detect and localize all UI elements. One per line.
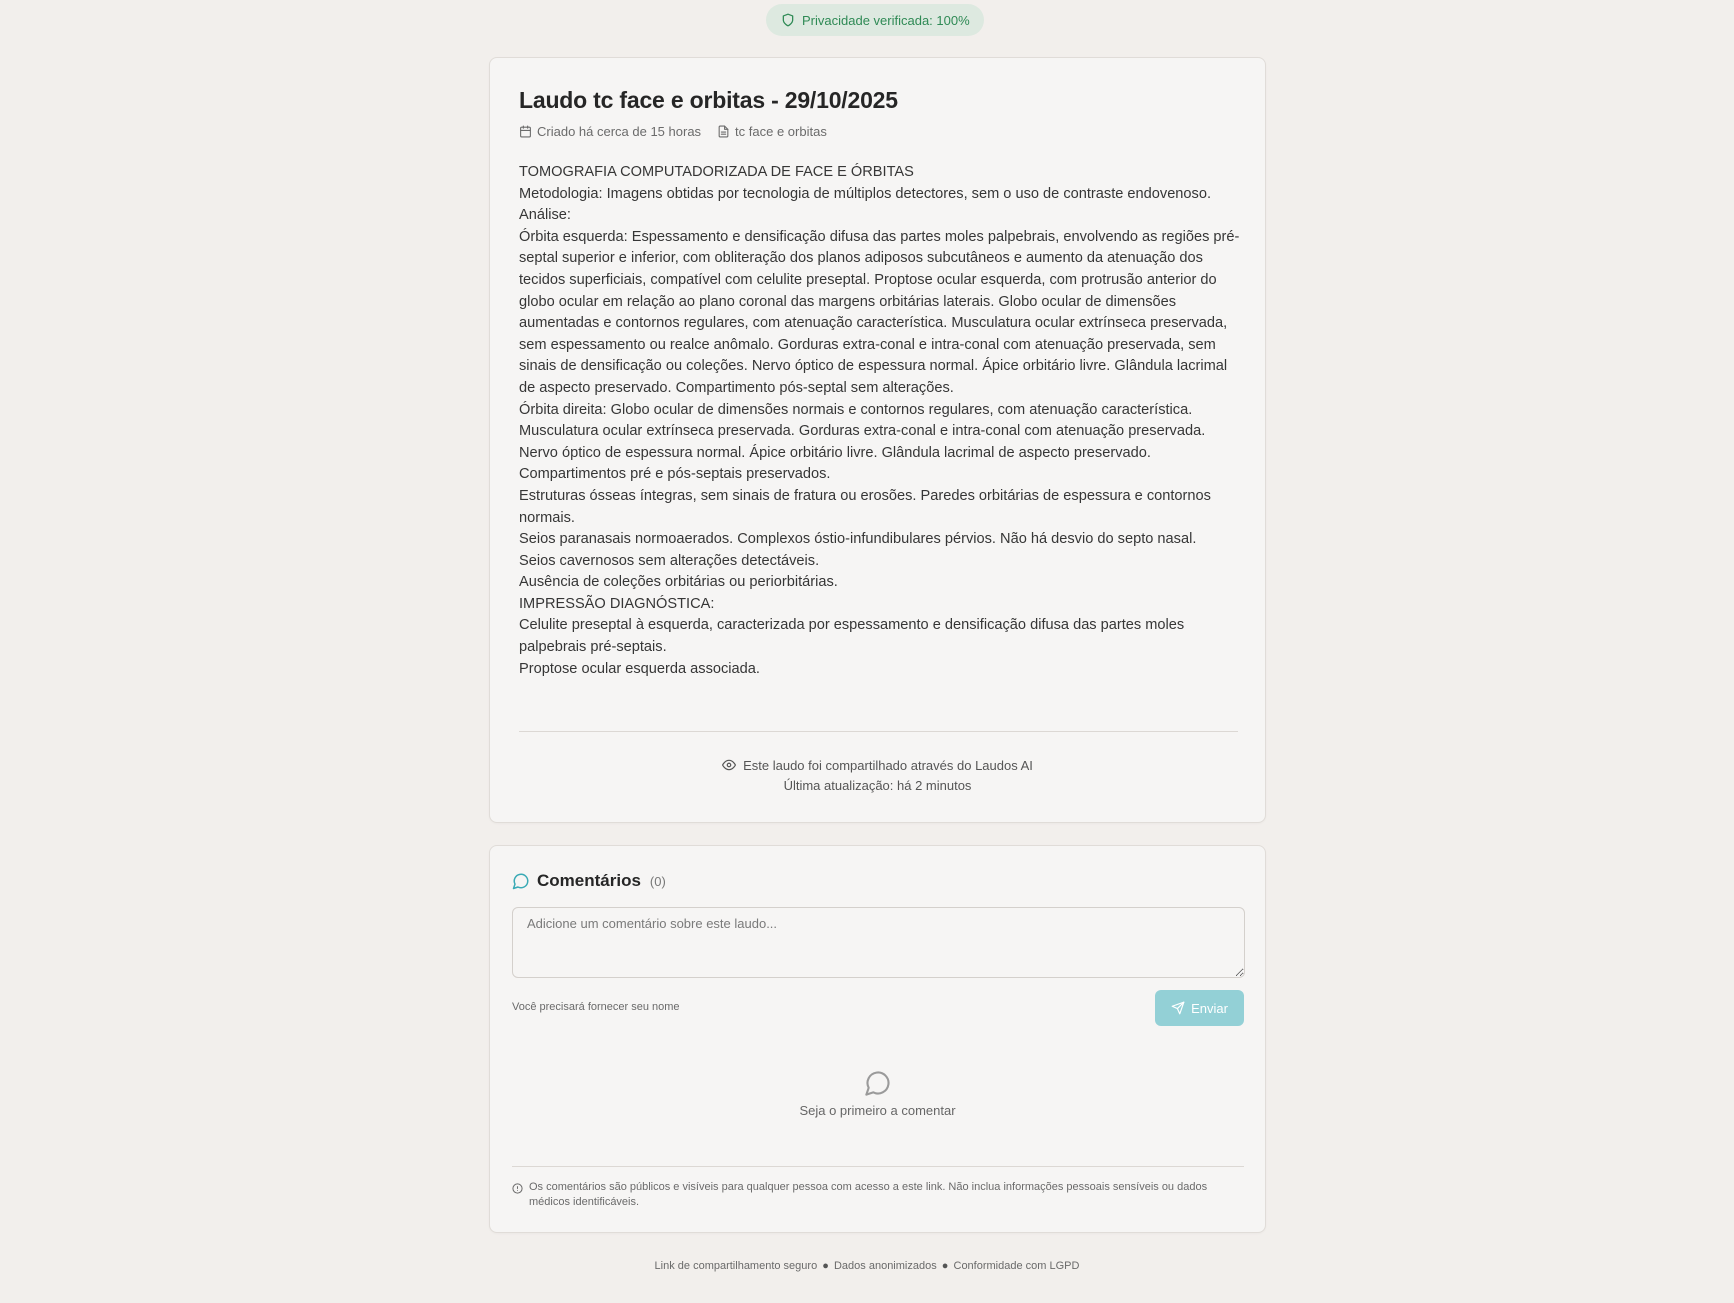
report-line: Ausência de coleções orbitárias ou periorbitárias. [519, 574, 838, 591]
comment-input[interactable] [512, 907, 1245, 978]
message-circle-icon [512, 872, 530, 890]
empty-state-label: Seja o primeiro a comentar [799, 1103, 956, 1118]
divider [512, 1166, 1244, 1167]
footer-item-lgpd: Conformidade com LGPD [953, 1260, 1080, 1272]
share-info [490, 755, 1265, 796]
report-body [519, 162, 1243, 680]
shield-icon [781, 13, 795, 27]
report-line: Seios cavernosos sem alterações detectáveis. [519, 552, 820, 569]
eye-icon [722, 758, 736, 772]
report-line: TOMOGRAFIA COMPUTADORIZADA DE FACE E ÓRBITAS [519, 164, 914, 180]
send-button[interactable] [1155, 990, 1244, 1026]
document-icon [717, 125, 730, 138]
report-line: Órbita esquerda: Espessamento e densificação difusa das partes moles palpebrais, envolvendo as regiões pré-septal superior e inferior, com obliteração dos planos adiposos subcutâneos e aumento da atenuação dos tecidos superficiais, compatível com celulite preseptal. Proptose ocular esquerda, com protrusão anterior do globo ocular em relação ao plano coronal das margens orbitárias laterais. Globo ocular de dimensões aumentadas e contornos regulares, com atenuação característica. Musculatura ocular extrínseca preservada, sem espessamento ou realce anômalo. Gorduras extra-conal e intra-conal com atenuação preservada, sem sinais de densificação ou coleções. Nervo óptico de espessura normal. Ápice orbitário livre. Glândula lacrimal de aspecto preservado. Compartimento pós-septal sem alterações. [519, 228, 1240, 396]
privacy-badge-label: Privacidade verificada: 100% [802, 12, 970, 28]
type-meta [717, 124, 827, 139]
calendar-icon [519, 125, 532, 138]
report-line: Análise: [519, 207, 571, 224]
comments-count: (0) [649, 873, 666, 889]
footer-separator: ● [941, 1260, 949, 1272]
report-card [489, 57, 1266, 823]
share-notice-label: Este laudo foi compartilhado através do Laudos AI [743, 757, 1033, 773]
report-line: Seios paranasais normoaerados. Complexos óstio-infundibulares pérvios. Não há desvio do septo nasal. [519, 531, 1197, 548]
last-update: Última atualização: há 2 minutos [783, 778, 972, 793]
empty-state [490, 1069, 1265, 1118]
comments-header [512, 871, 666, 891]
report-title: Laudo tc face e orbitas - 29/10/2025 [519, 87, 898, 113]
footer-separator: ● [822, 1260, 829, 1272]
report-line: Celulite preseptal à esquerda, caracterizada por espessamento e densificação difusa das partes moles palpebrais pré-septais. [519, 617, 1185, 656]
report-line: Estruturas ósseas íntegras, sem sinais de fratura ou erosões. Paredes orbitárias de espessura e contornos normais. [519, 487, 1211, 526]
message-circle-icon [864, 1069, 892, 1097]
send-button-label: Enviar [1191, 1000, 1228, 1016]
footer-item-anonymized: Dados anonimizados [833, 1260, 937, 1272]
footer-item-secure-link: Link de compartilhamento seguro [654, 1260, 818, 1272]
created-label: Criado há cerca de 15 horas [537, 124, 702, 139]
info-icon [512, 1183, 523, 1194]
name-hint: Você precisará fornecer seu nome [512, 1001, 680, 1013]
report-meta [519, 124, 827, 139]
share-notice [490, 755, 1265, 775]
report-line: Proptose ocular esquerda associada. [519, 660, 760, 677]
footer [0, 1260, 1734, 1272]
type-label: tc face e orbitas [735, 124, 827, 139]
disclaimer-text: Os comentários são públicos e visíveis para qualquer pessoa com acesso a este link. Não inclua informações pessoais sensíveis ou dados médicos identificáveis. [529, 1181, 1208, 1208]
report-line: Órbita direita: Globo ocular de dimensões normais e contornos regulares, com atenuação característica. Musculatura ocular extrínseca preservada. Gorduras extra-conal e intra-conal com atenuação preservada. Nervo óptico de espessura normal. Ápice orbitário livre. Glândula lacrimal de aspecto preservado. Compartimentos pré e pós-septais preservados. [519, 401, 1206, 483]
created-meta [519, 124, 701, 139]
comments-title: Comentários [537, 871, 641, 890]
divider [519, 731, 1238, 732]
send-icon [1171, 1001, 1185, 1015]
privacy-badge [766, 4, 984, 36]
report-line: Metodologia: Imagens obtidas por tecnologia de múltiplos detectores, sem o uso de contraste endovenoso. [519, 185, 1212, 202]
report-line: IMPRESSÃO DIAGNÓSTICA: [519, 595, 715, 612]
comments-disclaimer [512, 1180, 1242, 1210]
comments-card [489, 845, 1266, 1233]
